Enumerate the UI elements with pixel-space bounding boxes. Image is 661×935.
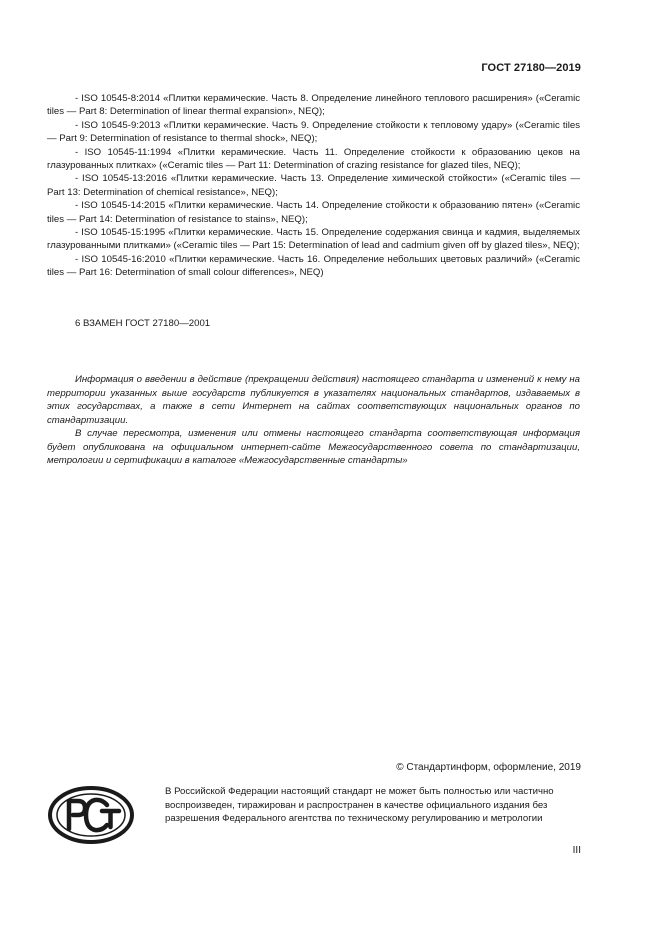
reference-item: - ISO 10545-11:1994 «Плитки керамические. Часть 11. Определение стойкости к образованию цеков на глазурованных плитках» («Ceramic tiles — Part 11: Determination of crazing resistance for glazed tiles, NEQ); [47,146,580,172]
reference-item: - ISO 10545-9:2013 «Плитки керамические. Часть 9. Определение стойкости к тепловому удару» («Ceramic tiles — Part 9: Determination of resistance to thermal shock», NEQ); [47,119,580,145]
info-paragraph: Информация о введении в действие (прекращении действия) настоящего стандарта и изменений к нему на территории указанных выше государств публикуется в указателях национальных стандартов, издаваемых в этих государствах, а также в сети Интернет на сайтах соответствующих национальных органов по стандартизации. [47,374,580,426]
iso-references-list [47,92,580,280]
reference-item: - ISO 10545-13:2016 «Плитки керамические. Часть 13. Определение химической стойкости» («Ceramic tiles — Part 13: Determination of chemical resistance», NEQ); [47,173,580,198]
rst-logo [47,785,135,845]
reference-item: - ISO 10545-16:2010 «Плитки керамические. Часть 16. Определение небольших цветовых различий» («Ceramic tiles — Part 16: Determination of small colour differences», NEQ) [47,253,580,279]
reference-item: - ISO 10545-15:1995 «Плитки керамические. Часть 15. Определение содержания свинца и кадмия, выделяемых глазурованными плитками» («Ceramic tiles — Part 15: Determination of lead and cadmium given off by glazed tiles», NEQ); [47,227,580,252]
rst-logo-icon [47,785,135,845]
reference-item: - ISO 10545-8:2014 «Плитки керамические. Часть 8. Определение линейного теплового расширения» («Ceramic tiles — Part 8: Determination of linear thermal expansion», NEQ); [47,93,580,118]
copyright-line: © Стандартинформ, оформление, 2019 [396,762,581,773]
info-paragraph: В случае пересмотра, изменения или отмены настоящего стандарта соответствующая информация будет опубликована на официальном интернет-сайте Межгосударственного совета по стандартизации, метрологии и сертификации в каталоге «Межгосударственные стандарты» [47,428,580,466]
information-notice [47,373,580,468]
reference-item: - ISO 10545-14:2015 «Плитки керамические. Часть 14. Определение стойкости к образованию пятен» («Ceramic tiles — Part 14: Determination of resistance to stains», NEQ); [47,200,580,225]
document-code-header: ГОСТ 27180—2019 [481,62,581,74]
rf-reproduction-notice: В Российской Федерации настоящий стандарт не может быть полностью или частично воспроизведен, тиражирован и распространен в качестве официального издания без разрешения Федерального агентства по техническому регулированию и метрологии [165,786,554,824]
section-6-replacement: 6 ВЗАМЕН ГОСТ 27180—2001 [75,318,211,329]
page-number: III [572,845,581,856]
